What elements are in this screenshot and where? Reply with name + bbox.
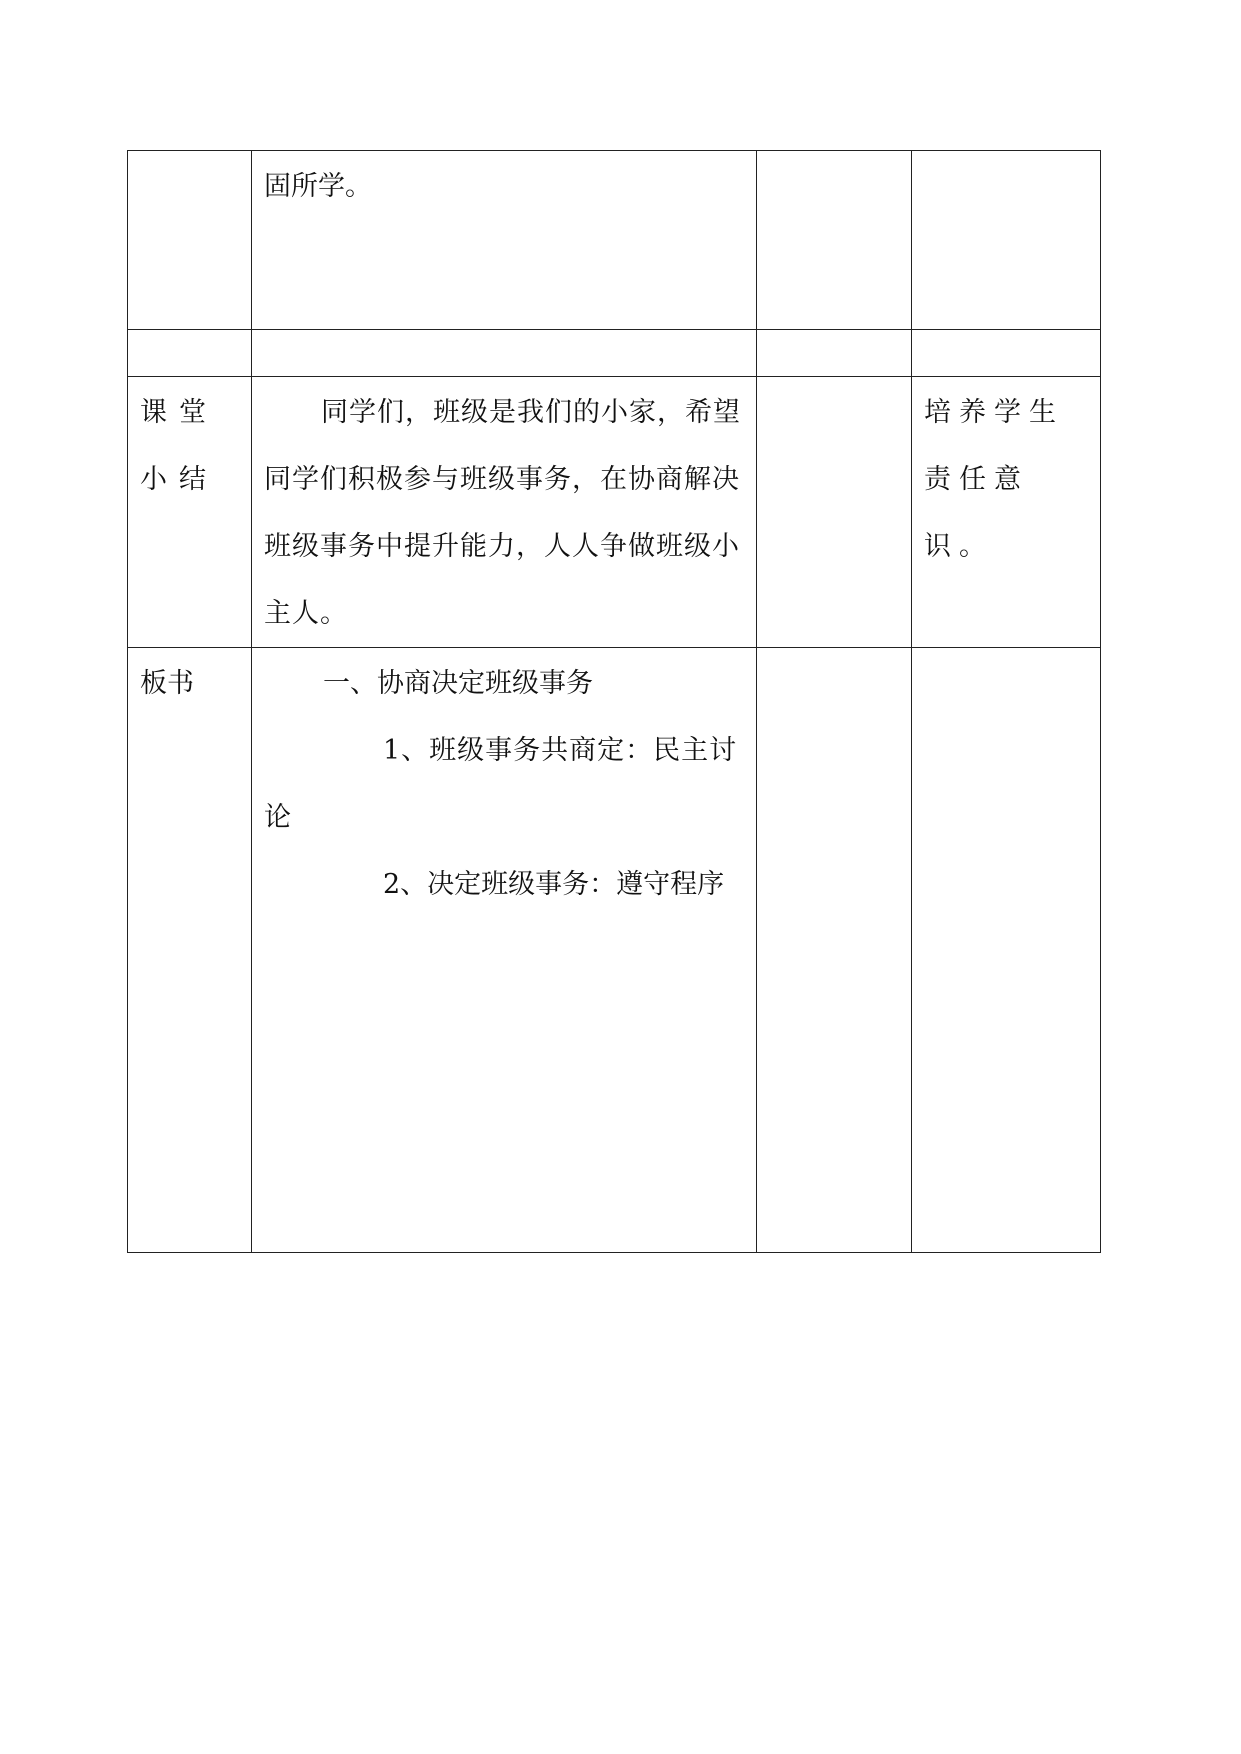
table-row [128, 648, 1101, 1253]
summary-purpose: 培养学生责任意识。 [924, 397, 1064, 562]
cell-label [128, 648, 252, 1253]
board-point-2: 2、决定班级事务：遵守程序 [383, 869, 725, 900]
cell-empty [912, 648, 1101, 1253]
cell-purpose [912, 377, 1101, 648]
lesson-plan-table [127, 150, 1101, 1253]
table-row [128, 377, 1101, 648]
table-row [128, 151, 1101, 330]
cell-content [252, 377, 757, 648]
table-row [128, 330, 1101, 377]
cell-content [252, 648, 757, 1253]
continued-text: 固所学。 [264, 171, 372, 202]
cell-empty [757, 377, 912, 648]
cell-empty [912, 330, 1101, 377]
cell-empty [912, 151, 1101, 330]
summary-label: 课堂小结 [140, 397, 218, 495]
cell-empty [757, 151, 912, 330]
board-point-1: 1、班级事务共商定：民主讨论 [264, 735, 738, 833]
cell-empty [757, 648, 912, 1253]
cell-label [128, 377, 252, 648]
cell-empty [128, 330, 252, 377]
cell-label [128, 151, 252, 330]
cell-empty [757, 330, 912, 377]
board-heading: 一、协商决定班级事务 [323, 668, 593, 699]
summary-text: 同学们，班级是我们的小家，希望同学们积极参与班级事务，在协商解决班级事务中提升能力，人人争做班级小主人。 [264, 397, 741, 629]
board-label: 板书 [140, 668, 194, 699]
cell-content [252, 151, 757, 330]
cell-empty [252, 330, 757, 377]
